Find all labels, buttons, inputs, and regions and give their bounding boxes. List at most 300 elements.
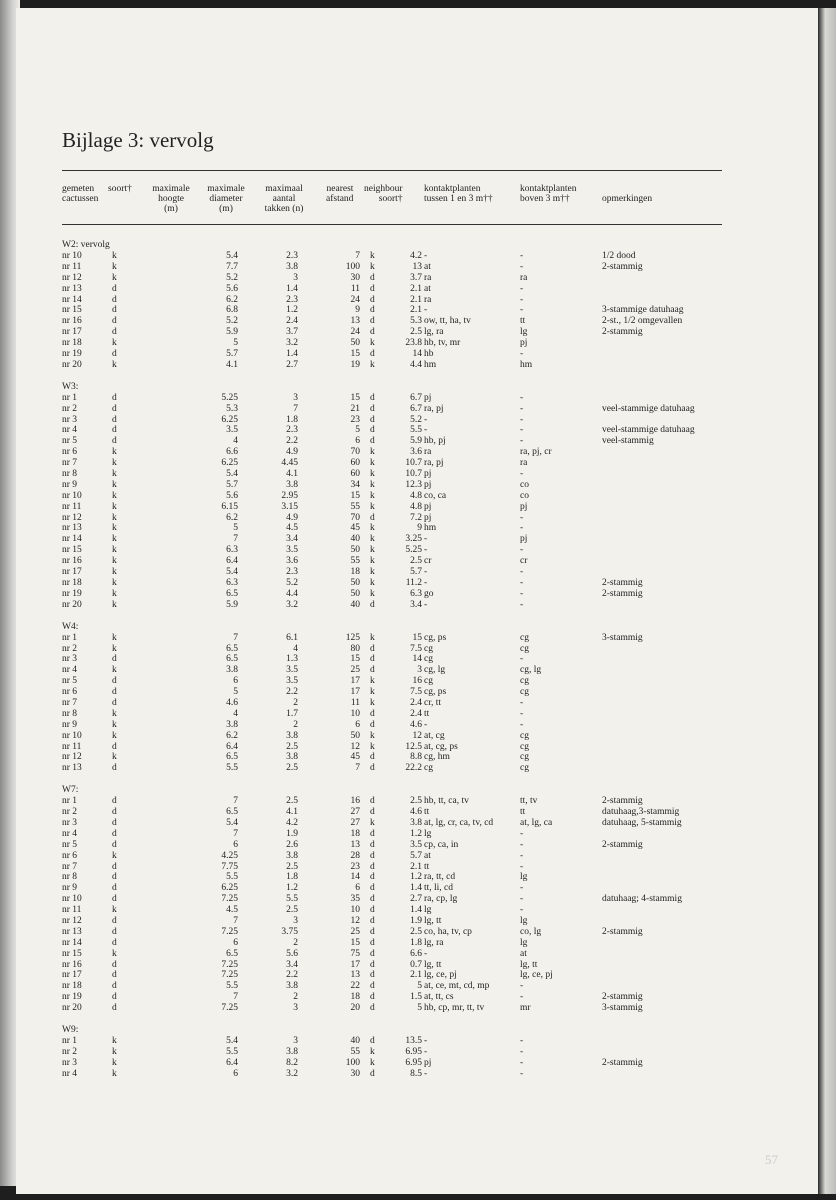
cell-ns: d: [370, 926, 375, 937]
cell-h: 6.3: [226, 545, 238, 556]
cell-h: 7: [233, 992, 238, 1003]
cell-d: 3: [293, 272, 298, 283]
table-row: [62, 534, 722, 545]
cell-a: 1.5: [410, 992, 422, 1003]
table-row: [62, 349, 722, 360]
cell-h: 6: [233, 676, 238, 687]
cell-k1: lg, ra: [424, 327, 444, 338]
table-row: [62, 818, 722, 829]
cell-a: 2.4: [410, 708, 422, 719]
table-row: [62, 796, 722, 807]
cell-ns: d: [370, 905, 375, 916]
cell-k2: -: [520, 545, 524, 556]
cell-d: 3.75: [281, 926, 298, 937]
table-row: [62, 687, 722, 698]
cell-soort: k: [112, 458, 117, 469]
cell-d: 2.4: [286, 316, 298, 327]
cell-nr: nr 6: [62, 447, 78, 458]
cell-h: 4.1: [226, 359, 238, 370]
cell-h: 7: [233, 632, 238, 643]
cell-soort: d: [112, 327, 117, 338]
cell-k1: at: [424, 850, 431, 861]
cell-ns: d: [370, 719, 375, 730]
table-row: [62, 262, 722, 273]
cell-ns: d: [370, 425, 375, 436]
table-row: [62, 556, 722, 567]
cell-k2: lg: [520, 327, 528, 338]
table-row: [62, 523, 722, 534]
cell-d: 2.95: [281, 490, 298, 501]
cell-soort: d: [112, 305, 117, 316]
cell-t: 17: [350, 676, 360, 687]
cell-nr: nr 15: [62, 545, 82, 556]
cell-a: 2.5: [410, 796, 422, 807]
table-row: [62, 327, 722, 338]
cell-t: 27: [350, 817, 360, 828]
cell-h: 5.4: [226, 817, 238, 828]
cell-k2: -: [520, 283, 524, 294]
cell-k1: tt, li, cd: [424, 883, 454, 894]
cell-t: 25: [350, 926, 360, 937]
cell-t: 15: [350, 937, 360, 948]
cell-soort: k: [112, 1068, 117, 1079]
cell-soort: k: [112, 577, 117, 588]
cell-k2: tt: [520, 316, 526, 327]
header-kontakt-1-3: [424, 184, 493, 204]
cell-a: 10.7: [405, 469, 422, 480]
cell-ns: d: [370, 872, 375, 883]
cell-ns: d: [370, 294, 375, 305]
cell-t: 6: [355, 436, 360, 447]
cell-d: 3: [293, 1036, 298, 1046]
cell-ns: d: [370, 316, 375, 327]
cell-d: 2: [293, 992, 298, 1003]
cell-k2: -: [520, 828, 524, 839]
cell-d: 2.5: [286, 741, 298, 752]
cell-nr: nr 3: [62, 414, 78, 425]
cell-soort: d: [112, 741, 117, 752]
cell-soort: k: [112, 632, 117, 643]
cell-k1: cg: [424, 654, 433, 665]
table-row: [62, 251, 722, 262]
cell-nr: nr 6: [62, 850, 78, 861]
cell-nr: nr 10: [62, 490, 82, 501]
cell-soort: d: [112, 839, 117, 850]
cell-k1: pj: [424, 479, 432, 490]
cell-k2: -: [520, 894, 524, 905]
cell-h: 6.8: [226, 305, 238, 316]
cell-soort: k: [112, 556, 117, 567]
cell-k2: -: [520, 567, 524, 578]
cell-ns: d: [370, 981, 375, 992]
cell-k2: -: [520, 261, 524, 272]
cell-h: 6: [233, 839, 238, 850]
cell-nr: nr 14: [62, 294, 82, 305]
cell-a: 6.7: [410, 392, 422, 403]
cell-k1: -: [424, 948, 428, 959]
cell-h: 5.5: [226, 763, 238, 774]
header-rule-top: [62, 170, 722, 171]
cell-ns: k: [370, 588, 375, 599]
cell-t: 23: [350, 861, 360, 872]
cell-ns: k: [370, 730, 375, 741]
cell-t: 12: [350, 741, 360, 752]
cell-t: 10: [350, 708, 360, 719]
cell-a: 16: [412, 676, 422, 687]
cell-t: 75: [350, 948, 360, 959]
table-row: [62, 1058, 722, 1069]
cell-h: 6.25: [221, 883, 238, 894]
cell-k1: hb: [424, 349, 434, 360]
cell-d: 3.8: [286, 730, 298, 741]
cell-soort: k: [112, 469, 117, 480]
cell-d: 4.9: [286, 512, 298, 523]
cell-d: 2: [293, 697, 298, 708]
cell-k2: -: [520, 1046, 524, 1057]
cell-nr: nr 2: [62, 403, 78, 414]
cell-nr: nr 11: [62, 261, 82, 272]
cell-k2: -: [520, 708, 524, 719]
cell-h: 5.7: [226, 479, 238, 490]
cell-d: 2.2: [286, 687, 298, 698]
cell-k2: -: [520, 403, 524, 414]
cell-ns: d: [370, 828, 375, 839]
cell-ns: d: [370, 599, 375, 610]
cell-ns: d: [370, 861, 375, 872]
cell-nr: nr 18: [62, 981, 82, 992]
table-row: [62, 676, 722, 687]
cell-soort: d: [112, 970, 117, 981]
cell-ns: k: [370, 545, 375, 556]
cell-t: 20: [350, 1003, 360, 1014]
cell-t: 18: [350, 828, 360, 839]
cell-h: 5: [233, 338, 238, 349]
cell-d: 5.6: [286, 948, 298, 959]
cell-t: 6: [355, 719, 360, 730]
cell-k1: at, tt, cs: [424, 992, 454, 1003]
cell-nr: nr 13: [62, 523, 82, 534]
cell-a: 2.7: [410, 894, 422, 905]
cell-ns: d: [370, 327, 375, 338]
cell-k2: co, lg: [520, 926, 542, 937]
table-row: [62, 731, 722, 742]
cell-d: 4.5: [286, 523, 298, 534]
cell-k1: hb, cp, mr, tt, tv: [424, 1003, 485, 1014]
cell-d: 3.8: [286, 1046, 298, 1057]
cell-a: 6.7: [410, 403, 422, 414]
cell-t: 50: [350, 577, 360, 588]
cell-k2: lg, ce, pj: [520, 970, 553, 981]
cell-nr: nr 16: [62, 316, 82, 327]
cell-a: 1.4: [410, 883, 422, 894]
cell-t: 13: [350, 316, 360, 327]
cell-d: 5.2: [286, 577, 298, 588]
table-row: [62, 425, 722, 436]
cell-nr: nr 13: [62, 763, 82, 774]
cell-k2: cg: [520, 730, 529, 741]
table-row: [62, 447, 722, 458]
cell-a: 2.1: [410, 861, 422, 872]
cell-t: 7: [355, 251, 360, 261]
cell-k2: mr: [520, 1003, 531, 1014]
cell-t: 45: [350, 523, 360, 534]
cell-ns: k: [370, 469, 375, 480]
cell-ns: k: [370, 687, 375, 698]
cell-k1: at, cg, ps: [424, 741, 458, 752]
cell-nr: nr 2: [62, 1046, 78, 1057]
cell-ns: k: [370, 534, 375, 545]
cell-ns: k: [370, 501, 375, 512]
cell-ns: d: [370, 665, 375, 676]
cell-k2: cg: [520, 687, 529, 698]
cell-d: 1.2: [286, 883, 298, 894]
cell-d: 3.15: [281, 501, 298, 512]
cell-ns: d: [370, 654, 375, 665]
table-row: [62, 862, 722, 873]
cell-k1: cg: [424, 643, 433, 654]
group-label: W3:: [62, 381, 79, 392]
cell-soort: k: [112, 948, 117, 959]
cell-soort: k: [112, 1036, 117, 1046]
table-row: [62, 916, 722, 927]
cell-d: 3.4: [286, 959, 298, 970]
cell-op: 2-stammig: [602, 992, 643, 1003]
header-neighbour-text: neighbour soort†: [364, 184, 403, 204]
cell-nr: nr 1: [62, 392, 78, 403]
cell-h: 6.5: [226, 654, 238, 665]
cell-h: 5.4: [226, 567, 238, 578]
cell-k1: go: [424, 588, 434, 599]
header-afstand-text: nearest afstand: [326, 184, 354, 204]
cell-ns: d: [370, 305, 375, 316]
cell-op: 2-stammig: [602, 327, 643, 338]
cell-nr: nr 13: [62, 283, 82, 294]
cell-ns: d: [370, 283, 375, 294]
cell-k1: -: [424, 534, 428, 545]
cell-soort: k: [112, 567, 117, 578]
cell-k1: cr, tt: [424, 697, 442, 708]
cell-h: 5.5: [226, 981, 238, 992]
cell-ns: k: [370, 338, 375, 349]
cell-k1: pj: [424, 512, 432, 523]
header-soort-text: soort†: [108, 184, 132, 194]
table-row: [62, 840, 722, 851]
table-row: [62, 415, 722, 426]
cell-k2: -: [520, 523, 524, 534]
cell-k2: pj: [520, 338, 528, 349]
cell-t: 15: [350, 392, 360, 403]
cell-h: 5.3: [226, 403, 238, 414]
cell-a: 4.2: [410, 251, 422, 261]
cell-k2: tt, tv: [520, 796, 538, 807]
cell-h: 6.4: [226, 741, 238, 752]
cell-t: 13: [350, 839, 360, 850]
cell-nr: nr 17: [62, 327, 82, 338]
cell-d: 2: [293, 719, 298, 730]
cell-nr: nr 14: [62, 937, 82, 948]
cell-nr: nr 5: [62, 436, 78, 447]
cell-ns: d: [370, 948, 375, 959]
cell-a: 0.7: [410, 959, 422, 970]
group-label: W4:: [62, 621, 79, 632]
table-row: [62, 633, 722, 644]
cell-nr: nr 7: [62, 861, 78, 872]
cell-ns: k: [370, 577, 375, 588]
cell-k1: ra: [424, 447, 432, 458]
table-row: [62, 578, 722, 589]
cell-k1: -: [424, 305, 428, 316]
cell-nr: nr 13: [62, 926, 82, 937]
cell-soort: d: [112, 817, 117, 828]
cell-h: 5: [233, 523, 238, 534]
cell-k2: ra, pj, cr: [520, 447, 552, 458]
cell-soort: d: [112, 807, 117, 818]
cell-ns: k: [370, 697, 375, 708]
cell-soort: k: [112, 501, 117, 512]
cell-t: 40: [350, 534, 360, 545]
cell-ns: d: [370, 970, 375, 981]
cell-h: 6.6: [226, 447, 238, 458]
cell-k1: hm: [424, 523, 437, 534]
cell-t: 40: [350, 1036, 360, 1046]
cell-soort: d: [112, 316, 117, 327]
header-opmerkingen-text: opmerkingen: [602, 194, 653, 204]
cell-op: 2-stammig: [602, 1057, 643, 1068]
cell-op: 2-stammig: [602, 577, 643, 588]
cell-soort: d: [112, 403, 117, 414]
cell-k2: -: [520, 1057, 524, 1068]
page-number: 57: [765, 1152, 778, 1167]
header-kontakt-boven-3-text: kontaktplanten boven 3 m††: [520, 184, 577, 204]
cell-k1: co, ca: [424, 490, 447, 501]
cell-ns: k: [370, 251, 375, 261]
cell-soort: k: [112, 719, 117, 730]
cell-d: 2.5: [286, 861, 298, 872]
cell-k1: lg, tt: [424, 915, 442, 926]
cell-t: 100: [345, 261, 360, 272]
cell-t: 14: [350, 872, 360, 883]
cell-a: 2.1: [410, 283, 422, 294]
table-row: [62, 960, 722, 971]
cell-d: 1.8: [286, 414, 298, 425]
cell-ns: k: [370, 1057, 375, 1068]
cell-soort: d: [112, 763, 117, 774]
cell-k1: cg: [424, 763, 433, 774]
cell-k2: -: [520, 392, 524, 403]
cell-t: 125: [345, 632, 360, 643]
cell-k1: lg, tt: [424, 959, 442, 970]
cell-t: 45: [350, 752, 360, 763]
cell-t: 15: [350, 490, 360, 501]
cell-ns: k: [370, 458, 375, 469]
cell-ns: d: [370, 839, 375, 850]
cell-t: 15: [350, 654, 360, 665]
cell-soort: d: [112, 1003, 117, 1014]
cell-d: 4.2: [286, 817, 298, 828]
header-kontakt-boven-3: [520, 184, 576, 204]
cell-d: 3.8: [286, 850, 298, 861]
cell-k2: at: [520, 948, 527, 959]
cell-k2: -: [520, 469, 524, 480]
cell-d: 3.2: [286, 1068, 298, 1079]
cell-soort: d: [112, 654, 117, 665]
cell-t: 80: [350, 643, 360, 654]
cell-h: 6.3: [226, 577, 238, 588]
cell-a: 6.95: [405, 1046, 422, 1057]
cell-k2: cg, lg: [520, 665, 542, 676]
cell-t: 60: [350, 458, 360, 469]
cell-op: datuhaag,3-stammig: [602, 807, 680, 818]
cell-h: 7: [233, 534, 238, 545]
cell-k2: -: [520, 839, 524, 850]
cell-nr: nr 20: [62, 599, 82, 610]
cell-d: 2.3: [286, 567, 298, 578]
cell-a: 2.5: [410, 327, 422, 338]
table-row: [62, 545, 722, 556]
cell-op: 3-stammige datuhaag: [602, 305, 684, 316]
cell-nr: nr 4: [62, 828, 78, 839]
cell-d: 3.4: [286, 534, 298, 545]
cell-k1: ra: [424, 272, 432, 283]
cell-h: 7.7: [226, 261, 238, 272]
cell-soort: k: [112, 643, 117, 654]
cell-a: 15: [412, 632, 422, 643]
cell-k1: pj: [424, 1057, 432, 1068]
cell-k1: cp, ca, in: [424, 839, 459, 850]
cell-soort: k: [112, 251, 117, 261]
cell-ns: d: [370, 272, 375, 283]
cell-nr: nr 15: [62, 305, 82, 316]
cell-ns: k: [370, 741, 375, 752]
cell-t: 50: [350, 338, 360, 349]
cell-ns: k: [370, 447, 375, 458]
table-row: [62, 469, 722, 480]
cell-a: 5.25: [405, 545, 422, 556]
cell-t: 34: [350, 479, 360, 490]
cell-t: 6: [355, 883, 360, 894]
cell-h: 4.25: [221, 850, 238, 861]
cell-h: 7: [233, 796, 238, 807]
cell-op: 2-stammig: [602, 588, 643, 599]
cell-nr: nr 19: [62, 349, 82, 360]
cell-t: 24: [350, 294, 360, 305]
cell-h: 5.4: [226, 469, 238, 480]
cell-d: 2.3: [286, 425, 298, 436]
header-soort: [108, 184, 132, 194]
cell-k2: -: [520, 425, 524, 436]
cell-k2: -: [520, 654, 524, 665]
cell-soort: k: [112, 708, 117, 719]
cell-a: 2.4: [410, 697, 422, 708]
cell-soort: d: [112, 828, 117, 839]
cell-a: 7.5: [410, 643, 422, 654]
cell-soort: k: [112, 261, 117, 272]
cell-nr: nr 10: [62, 730, 82, 741]
cell-soort: d: [112, 697, 117, 708]
cell-t: 70: [350, 512, 360, 523]
cell-a: 3.7: [410, 272, 422, 283]
cell-d: 2.5: [286, 796, 298, 807]
cell-soort: k: [112, 490, 117, 501]
cell-nr: nr 3: [62, 654, 78, 665]
table-row: [62, 742, 722, 753]
cell-h: 6.5: [226, 752, 238, 763]
group-spacer: [62, 611, 722, 622]
cell-k1: at: [424, 261, 431, 272]
table-row: [62, 360, 722, 371]
cell-ns: d: [370, 1068, 375, 1079]
cell-nr: nr 9: [62, 719, 78, 730]
